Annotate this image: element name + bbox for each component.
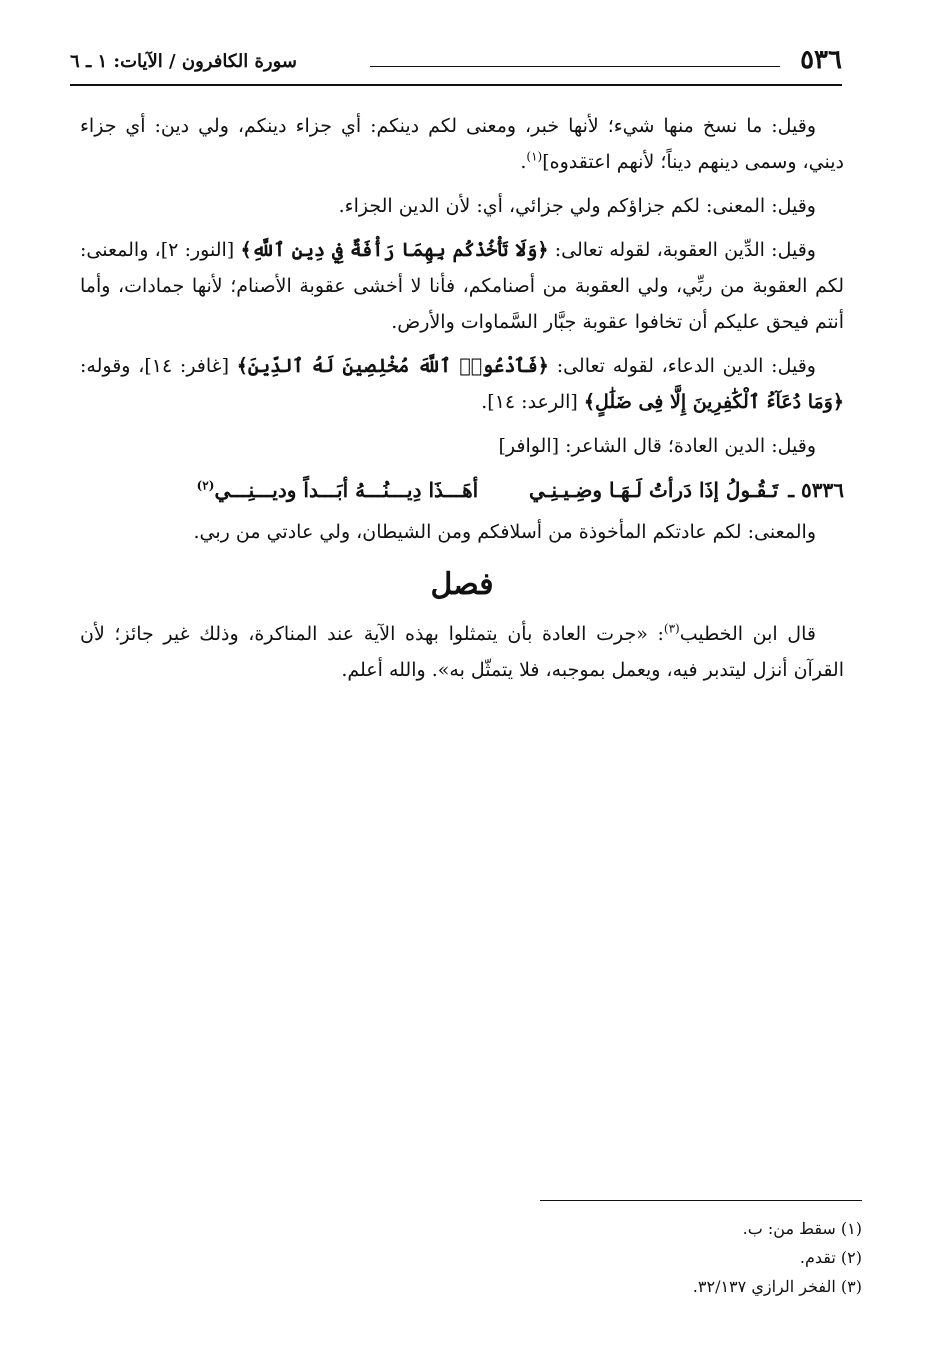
paragraph-3-lead: وقيل: الدِّين العقوبة، لقوله تعالى: bbox=[554, 239, 816, 261]
footnote-marker-1[interactable]: (١) bbox=[526, 149, 543, 164]
header-divider bbox=[370, 66, 780, 67]
running-head bbox=[70, 40, 842, 86]
paragraph-2: وقيل: المعنى: لكم جزاؤكم ولي جزائي، أي: لأن الدين الجزاء. bbox=[338, 195, 816, 217]
poem-first-hemistich: تَـقُـولُ إذَا دَرأتُ لَـهَـا وضِـيـنِـي bbox=[529, 478, 779, 502]
page-number: ٥٣٦ bbox=[800, 45, 842, 75]
footnotes bbox=[462, 1214, 862, 1301]
paragraph-3-rest: والمعنى: لكم العقوبة من ربِّي، ولي العقوبة من أصنامكم، فأنا لا أخشى عقوبة الأصنام؛ لأنها جمادات، وأما أنتم فيحق عليكم أن تخافوا عقوبة جبَّار السَّماوات والأرض. bbox=[80, 239, 844, 333]
paragraph-4-mid: وقوله: bbox=[80, 355, 131, 377]
paragraph-7 bbox=[80, 616, 844, 688]
footnote-3: (٣) الفخر الرازي ٣٢/١٣٧. bbox=[692, 1277, 862, 1296]
footnote-marker-3[interactable]: (٣) bbox=[663, 621, 680, 636]
poem-verse bbox=[80, 472, 844, 508]
footnote-2: (٢) تقدم. bbox=[799, 1248, 862, 1267]
verse-reference-nur: [النور: ٢]، bbox=[154, 239, 235, 261]
verse-reference-ghafir: [غافر: ١٤]، bbox=[138, 355, 230, 377]
poem-second-hemistich-text: أهَـــذَا دِيـــنُـــهُ أبَـــداً وديـــنِـــي bbox=[214, 478, 479, 502]
paragraph-3 bbox=[80, 232, 844, 340]
quran-verse-nur: ﴿وَلَا تَأْخُذْكُم بِهِمَا رَأْفَةٌ فِي دِينِ ٱللَّهِ﴾ bbox=[240, 239, 549, 261]
main-text bbox=[80, 108, 844, 696]
paragraph-1-text: وقيل: ما نسخ منها شيء؛ لأنها خبر، ومعنى لكم دينكم: أي جزاء دينكم، ولي دين: أي جزاء ديني، وسمى دينهم ديناً؛ لأنهم اعتقدوه] bbox=[80, 115, 844, 173]
section-heading: فصل bbox=[430, 567, 494, 602]
footnote-divider bbox=[540, 1200, 862, 1201]
paragraph-1-end: . bbox=[520, 151, 527, 173]
poem-number: ٥٣٣٦ ـ bbox=[788, 478, 844, 502]
paragraph-4-lead: وقيل: الدين الدعاء، لقوله تعالى: bbox=[556, 355, 816, 377]
footnote-1: (١) سقط من: ب. bbox=[742, 1219, 862, 1238]
paragraph-4 bbox=[80, 348, 844, 420]
quran-verse-ghafir: ﴿فَٱدْعُوا۟ ٱللَّهَ مُخْلِصِينَ لَهُ ٱلدِّينَ﴾ bbox=[236, 355, 549, 377]
paragraph-7-lead: قال ابن الخطيب bbox=[679, 623, 816, 645]
paragraph-7-rest: : «جرت العادة بأن يتمثلوا بهذه الآية عند المناكرة، وذلك غير جائز؛ لأن القرآن أنزل ليتدبر فيه، ويعمل بموجبه، فلا يتمثّل به». والله أعلم. bbox=[80, 623, 844, 681]
poem-second-hemistich bbox=[80, 472, 478, 508]
verse-reference-rad: [الرعد: ١٤]. bbox=[481, 391, 578, 413]
paragraph-5: وقيل: الدين العادة؛ قال الشاعر: [الوافر] bbox=[498, 435, 816, 457]
footnote-marker-2[interactable]: (٢) bbox=[196, 478, 215, 493]
paragraph-1 bbox=[80, 108, 844, 180]
paragraph-6: والمعنى: لكم عادتكم المأخوذة من أسلافكم ومن الشيطان، ولي عادتي من ربي. bbox=[193, 521, 816, 543]
quran-verse-rad: ﴿وَمَا دُعَآءُ ٱلْكَٰفِرِينَ إِلَّا فِى ضَلَٰلٍ﴾ bbox=[583, 391, 844, 413]
running-title: سورة الكافرون / الآيات: ١ ـ ٦ bbox=[70, 51, 298, 72]
